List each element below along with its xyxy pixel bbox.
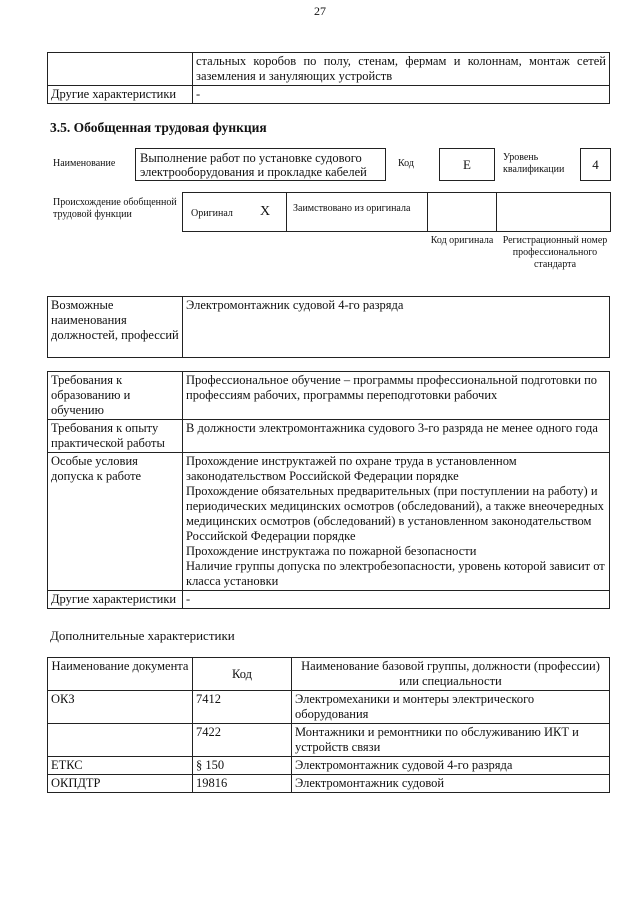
- additional-header-row: [48, 658, 610, 691]
- origin-divider-3: [496, 193, 497, 231]
- row-document: [48, 724, 193, 757]
- origin-divider-1: [286, 193, 287, 231]
- original-label: Оригинал: [191, 208, 233, 219]
- requirement-line: Прохождение инструктажа по пожарной безопасности: [186, 544, 477, 558]
- requirement-line: Прохождение инструктажей по охране труда в установленном законодательством Российской Федерации порядке: [186, 454, 517, 483]
- requirement-row: [48, 372, 610, 420]
- code-original-caption: Код оригинала: [430, 235, 494, 246]
- requirement-line: Наличие группы допуска по электробезопасности, уровень которой зависит от класса установки: [186, 559, 605, 588]
- level-label: Уровень квалификации: [503, 152, 565, 175]
- code-label: Код: [398, 158, 414, 169]
- row-name: Монтажники и ремонтники по обслуживанию ИКТ и устройств связи: [292, 724, 610, 757]
- row-document: ОКЗ: [48, 691, 193, 724]
- table-row: [48, 757, 610, 775]
- requirement-label: Требования к опыту практической работы: [48, 420, 183, 453]
- original-mark: X: [260, 204, 271, 219]
- row-document: ОКПДТР: [48, 775, 193, 793]
- requirement-line: В должности электромонтажника судового 3-го разряда не менее одного года: [186, 421, 598, 435]
- requirement-label: Особые условия допуска к работе: [48, 453, 183, 591]
- header-code: Код: [193, 658, 292, 691]
- requirement-line: Профессиональное обучение – программы профессиональной подготовки по профессиям рабочих, программы переподготовки рабочих: [186, 373, 598, 402]
- section-title: 3.5. Обобщенная трудовая функция: [50, 120, 267, 135]
- origin-divider-2: [427, 193, 428, 231]
- code-value: E: [439, 148, 495, 181]
- row-code: 7412: [193, 691, 292, 724]
- origin-box: [182, 192, 611, 232]
- header-document: Наименование документа: [48, 658, 193, 691]
- origin-label: Происхождение обобщенной трудовой функции: [53, 197, 177, 220]
- positions-label: Возможные наименования должностей, профессий: [48, 297, 183, 358]
- borrowed-label: Заимствовано из оригинала: [293, 203, 411, 214]
- requirement-row: [48, 591, 610, 609]
- continuation-table: [47, 52, 610, 104]
- header-group-name: Наименование базовой группы, должности (профессии) или специальности: [292, 658, 610, 691]
- additional-table: [47, 657, 610, 793]
- page-number: 27: [314, 4, 326, 18]
- positions-table: [47, 296, 610, 358]
- requirements-table: [47, 371, 610, 609]
- table-row: [48, 724, 610, 757]
- row-name: Электромонтажник судовой 4-го разряда: [292, 757, 610, 775]
- table-row: [48, 691, 610, 724]
- additional-title: Дополнительные характеристики: [50, 628, 235, 643]
- continuation-text: стальных коробов по полу, стенам, фермам и колоннам, монтаж сетей заземления и зануляющих устройств: [193, 53, 610, 86]
- requirement-label: Требования к образованию и обучению: [48, 372, 183, 420]
- registration-caption: Регистрационный номер профессионального стандарта: [502, 235, 608, 270]
- other-characteristics-label: Другие характеристики: [48, 86, 193, 104]
- row-code: 7422: [193, 724, 292, 757]
- row-code: 19816: [193, 775, 292, 793]
- row-document: ЕТКС: [48, 757, 193, 775]
- name-value: Выполнение работ по установке судового электрооборудования и прокладке кабелей: [135, 148, 386, 181]
- requirement-line: Прохождение обязательных предварительных (при поступлении на работу) и периодических медицинских осмотров (обследований), а также внеочередных медицинских осмотров (обследований) в установленном законодательством Российской Федерации порядке: [186, 484, 604, 543]
- requirement-row: [48, 453, 610, 591]
- other-characteristics-value: -: [193, 86, 610, 104]
- table-row: [48, 775, 610, 793]
- row-name: Электромеханики и монтеры электрического оборудования: [292, 691, 610, 724]
- level-value: 4: [580, 148, 611, 181]
- requirement-label: Другие характеристики: [48, 591, 183, 609]
- requirement-row: [48, 420, 610, 453]
- requirement-line: -: [186, 592, 191, 606]
- name-label: Наименование: [53, 158, 116, 169]
- row-name: Электромонтажник судовой: [292, 775, 610, 793]
- continuation-empty-cell: [48, 53, 193, 86]
- positions-value: Электромонтажник судовой 4-го разряда: [183, 297, 610, 358]
- row-code: § 150: [193, 757, 292, 775]
